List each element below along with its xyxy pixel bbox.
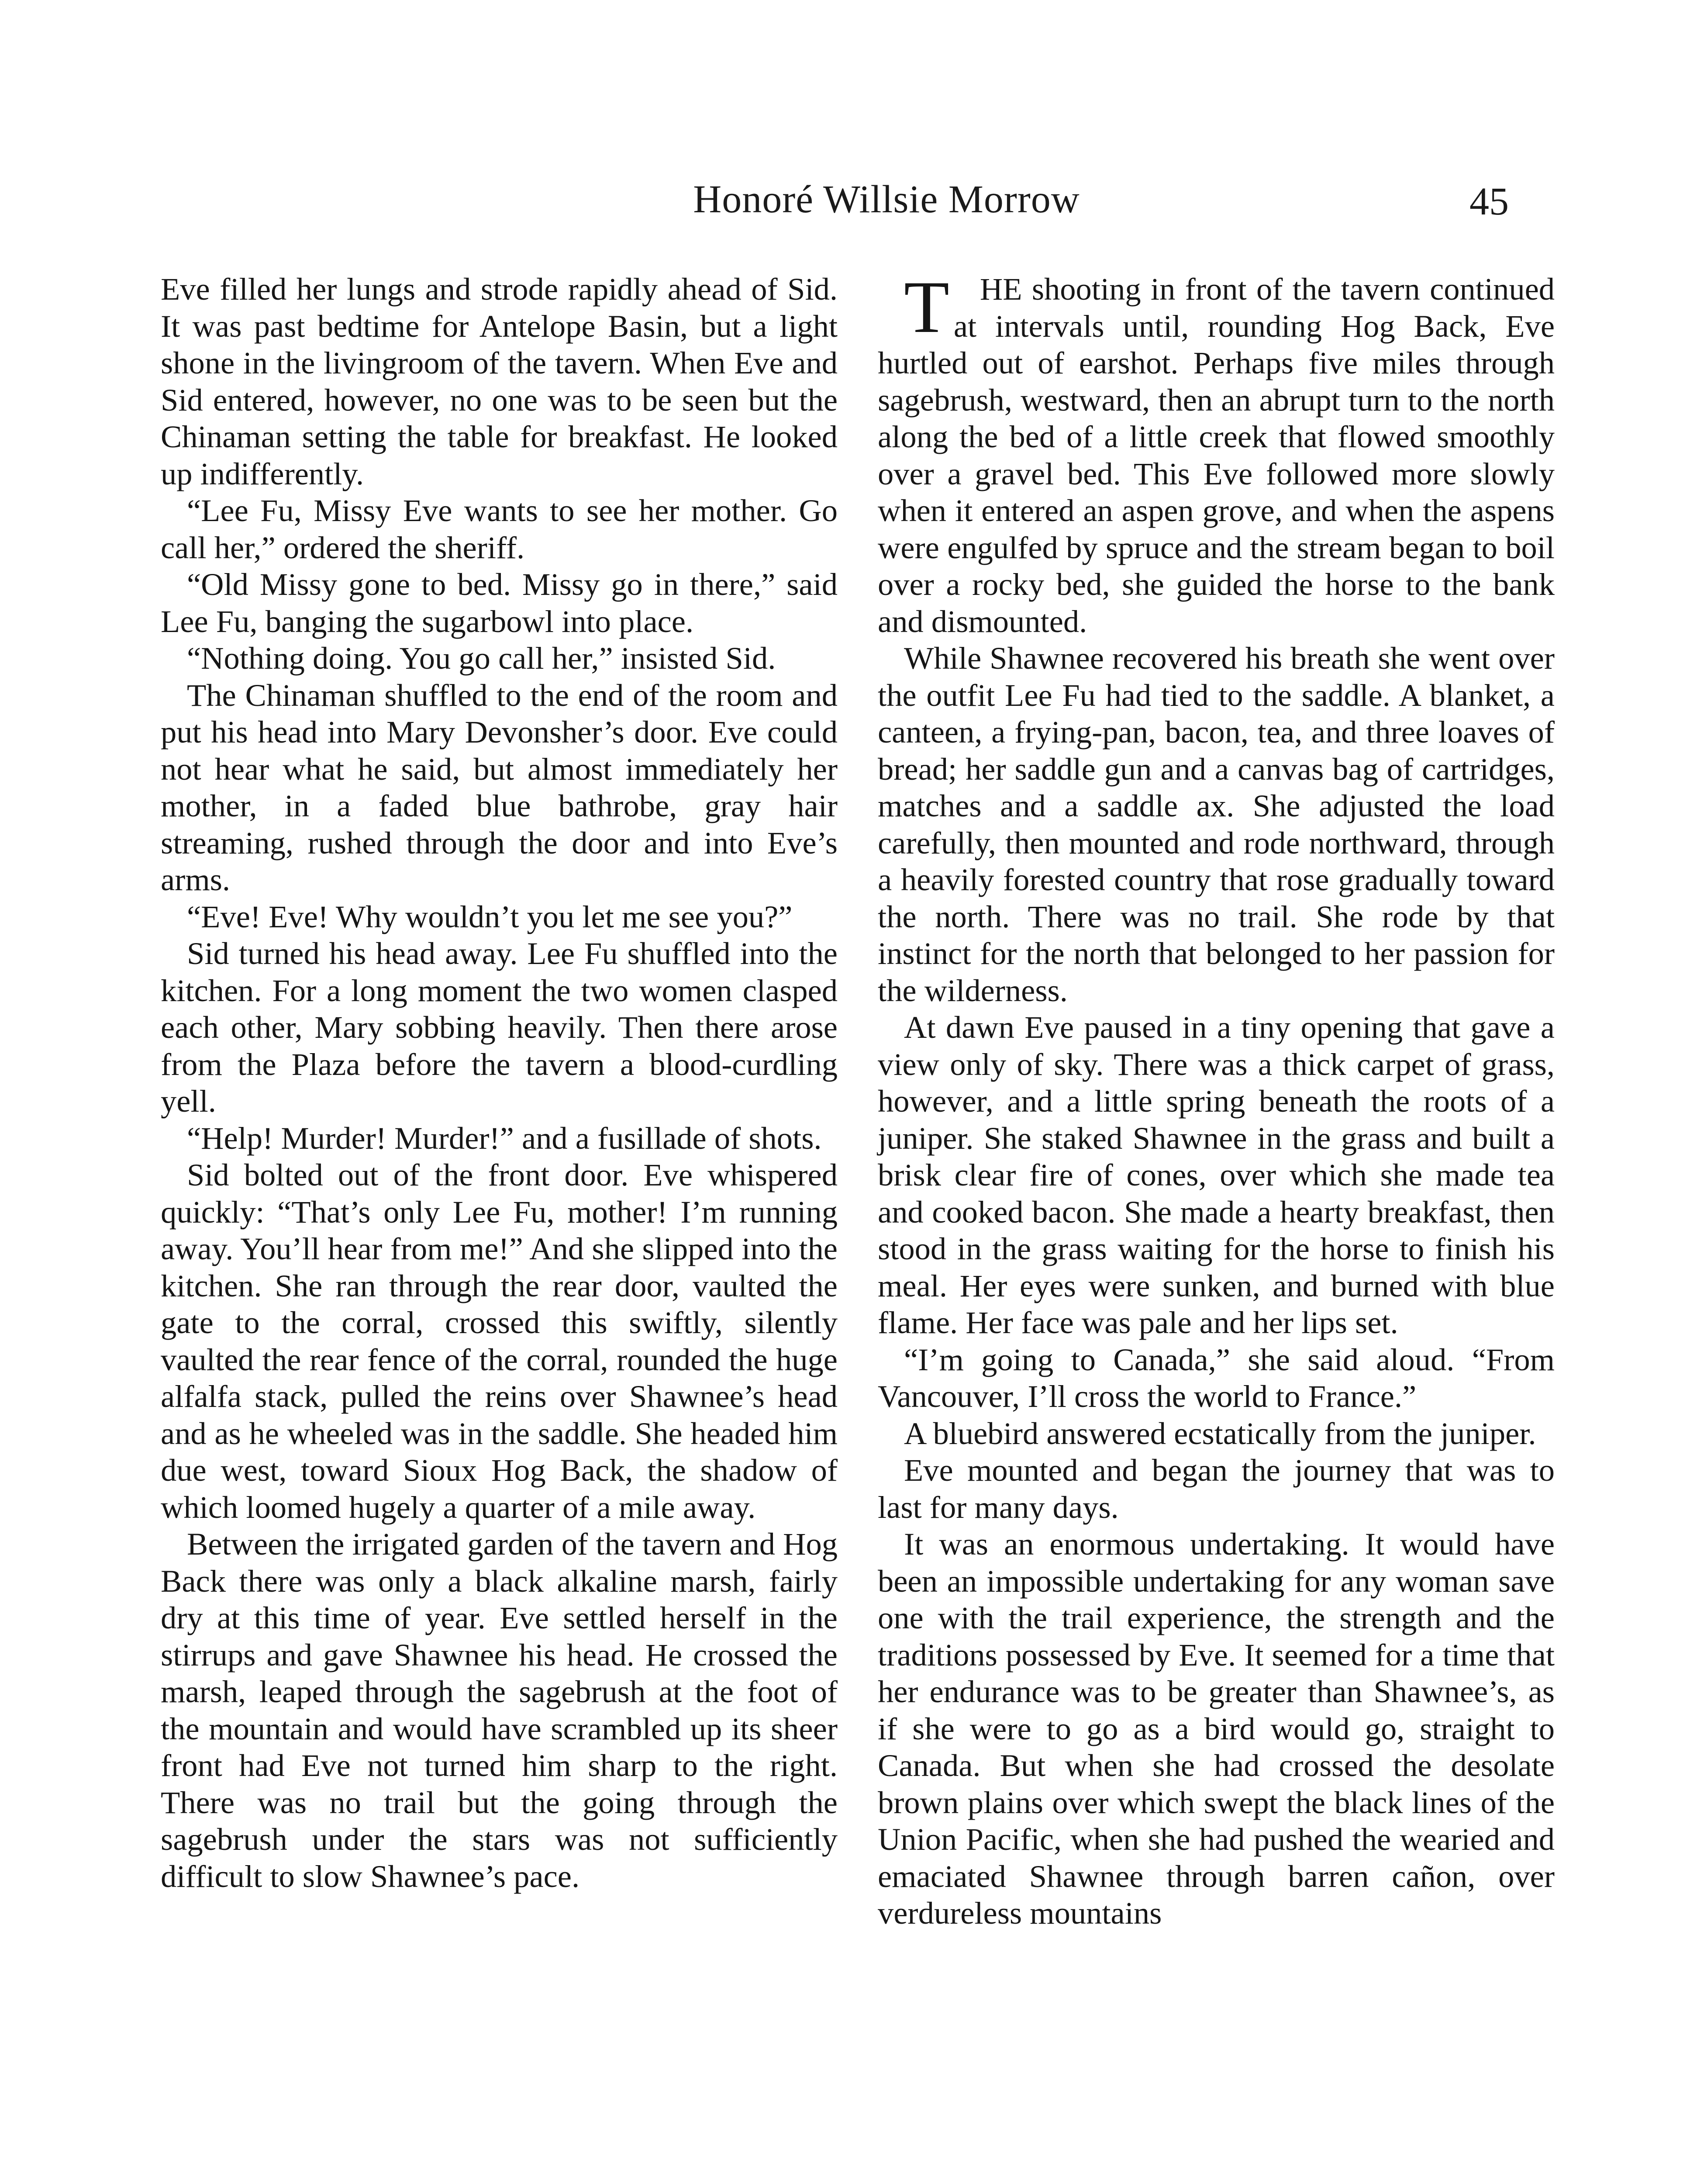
- paragraph: “Lee Fu, Missy Eve wants to see her mother. Go call her,” ordered the sheriff.: [161, 493, 838, 565]
- paragraph: “Help! Murder! Murder!” and a fusillade of shots.: [187, 1120, 822, 1156]
- paragraph: It was an enormous undertaking. It would have been an impossible undertaking for any woman save one with the trail experience, the strength and the traditions possessed by Eve. It seemed for a time that her endurance was to be greater than Shawnee’s, as if she were to go as a bird would go, straight to Canada. But when she had crossed the desolate brown plains over which swept the black lines of the Union Pacific, when she had pushed the wearied and emaciated Shawnee through barren cañon, over verdureless mountains: [878, 1526, 1555, 1931]
- paragraph: Between the irrigated garden of the tavern and Hog Back there was only a black alkaline marsh, fairly dry at this time of year. Eve settled herself in the stirrups and gave Shawnee his head. He crossed the marsh, leaped through the sagebrush at the foot of the mountain and would have scrambled up its sheer front had Eve not turned him sharp to the right. There was no trail but the going through the sagebrush under the stars was not sufficiently difficult to slow Shawnee’s pace.: [161, 1526, 838, 1894]
- paragraph: A bluebird answered ecstatically from the juniper.: [904, 1415, 1536, 1451]
- paragraph: “Eve! Eve! Why wouldn’t you let me see you?”: [187, 898, 793, 934]
- left-column: [161, 271, 838, 1895]
- opening-paragraph: [878, 266, 1555, 640]
- paragraph: “I’m going to Canada,” she said aloud. “From Vancouver, I’ll cross the world to France.”: [878, 1341, 1555, 1414]
- opening-paragraph-text: HE shooting in front of the tavern continued at intervals until, rounding Hog Back, Eve hurtled out of earshot. Perhaps five miles through sagebrush, westward, then an abrupt turn to the north along the bed of a little creek that flowed smoothly over a gravel bed. This Eve followed more slowly when it entered an aspen grove, and when the aspens were engulfed by spruce and the stream began to boil over a rocky bed, she guided the horse to the bank and dismounted.: [878, 271, 1555, 639]
- drop-cap: T: [904, 266, 949, 348]
- paragraph: The Chinaman shuffled to the end of the room and put his head into Mary Devonsher’s door. Eve could not hear what he said, but almost immediately her mother, in a faded blue bathrobe, gray hair streaming, rushed through the door and into Eve’s arms.: [161, 677, 838, 897]
- right-column: [878, 266, 1555, 1932]
- running-head: Honoré Willsie Morrow: [693, 178, 1080, 221]
- paragraph: Eve filled her lungs and strode rapidly ahead of Sid. It was past bedtime for Antelope Basin, but a light shone in the livingroom of the tavern. When Eve and Sid entered, however, no one was to be seen but the Chinaman setting the table for breakfast. He looked up indifferently.: [161, 271, 838, 491]
- paragraph: While Shawnee recovered his breath she went over the outfit Lee Fu had tied to the saddle. A blanket, a canteen, a frying-pan, bacon, tea, and three loaves of bread; her saddle gun and a canvas bag of cartridges, matches and a saddle ax. She adjusted the load carefully, then mounted and rode northward, through a heavily forested country that rose gradually toward the north. There was no trail. She rode by that instinct for the north that belonged to her passion for the wilderness.: [878, 640, 1555, 1008]
- paragraph: Eve mounted and began the journey that was to last for many days.: [878, 1452, 1555, 1525]
- paragraph: Sid turned his head away. Lee Fu shuffled into the kitchen. For a long moment the two women clasped each other, Mary sobbing heavily. Then there arose from the Plaza before the tavern a blood-curdling yell.: [161, 936, 838, 1119]
- paragraph: “Nothing doing. You go call her,” insisted Sid.: [187, 640, 776, 676]
- page-number: 45: [1469, 180, 1509, 223]
- paragraph: “Old Missy gone to bed. Missy go in there,” said Lee Fu, banging the sugarbowl into place.: [161, 567, 838, 639]
- paragraph: Sid bolted out of the front door. Eve whispered quickly: “That’s only Lee Fu, mother! I’m running away. You’ll hear from me!” And she slipped into the kitchen. She ran through the rear door, vaulted the gate to the corral, crossed this swiftly, silently vaulted the rear fence of the corral, rounded the huge alfalfa stack, pulled the reins over Shawnee’s head and as he wheeled was in the saddle. She headed him due west, toward Sioux Hog Back, the shadow of which loomed hugely a quarter of a mile away.: [161, 1157, 838, 1525]
- paragraph: At dawn Eve paused in a tiny opening that gave a view only of sky. There was a thick carpet of grass, however, and a little spring beneath the roots of a juniper. She staked Shawnee in the grass and built a brisk clear fire of cones, over which she made tea and cooked bacon. She made a hearty breakfast, then stood in the grass waiting for the horse to finish his meal. Her eyes were sunken, and burned with blue flame. Her face was pale and her lips set.: [878, 1009, 1555, 1340]
